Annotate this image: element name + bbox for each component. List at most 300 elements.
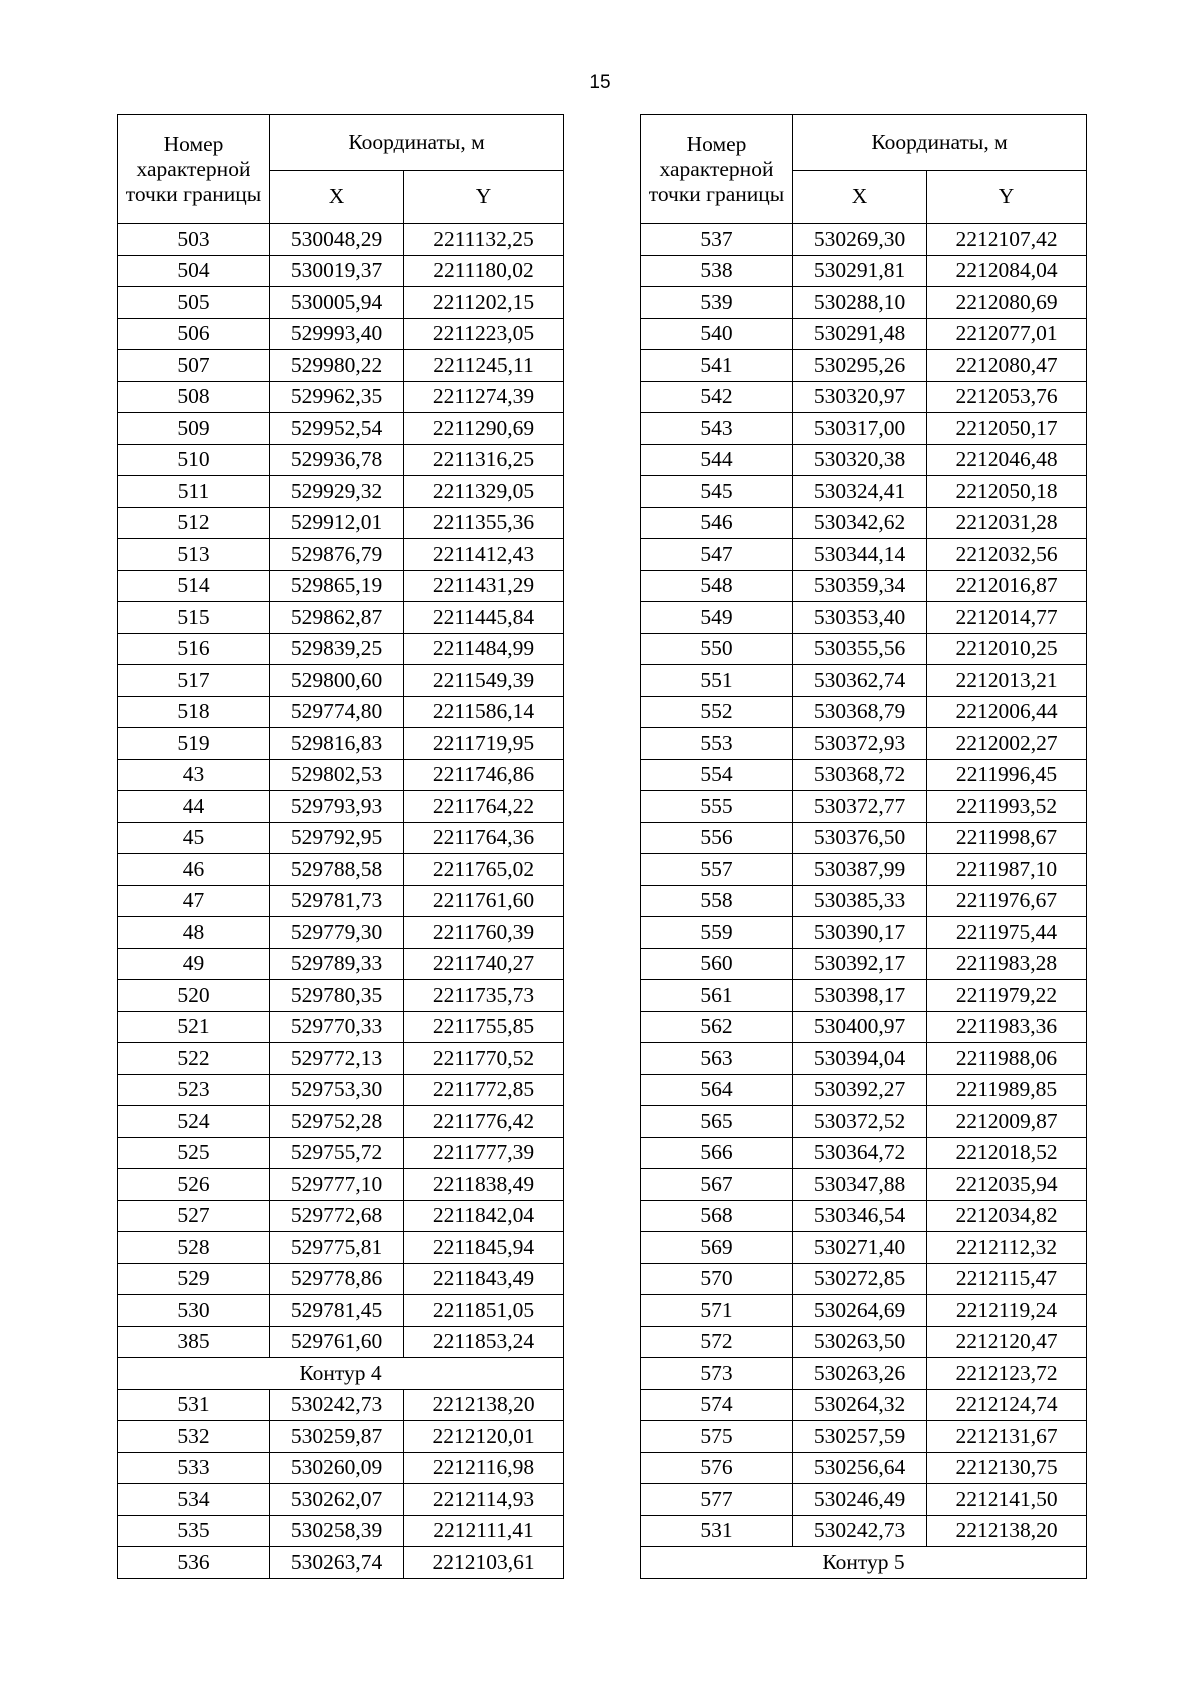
table-row <box>641 1515 1087 1547</box>
point-number-cell: 507 <box>118 350 270 382</box>
table-row <box>641 507 1087 539</box>
point-number-cell: 547 <box>641 539 793 571</box>
y-coordinate-cell: 2211976,67 <box>927 885 1087 917</box>
point-number-cell: 523 <box>118 1074 270 1106</box>
point-number-cell: 530 <box>118 1295 270 1327</box>
table-row <box>641 696 1087 728</box>
x-coordinate-cell: 529781,45 <box>270 1295 404 1327</box>
point-number-cell: 546 <box>641 507 793 539</box>
table-row <box>641 1232 1087 1264</box>
point-number-cell: 543 <box>641 413 793 445</box>
point-number-cell: 563 <box>641 1043 793 1075</box>
point-number-cell: 572 <box>641 1326 793 1358</box>
point-number-cell: 558 <box>641 885 793 917</box>
point-number-cell: 514 <box>118 570 270 602</box>
point-number-cell: 528 <box>118 1232 270 1264</box>
x-coordinate-cell: 530400,97 <box>793 1011 927 1043</box>
y-coordinate-cell: 2212035,94 <box>927 1169 1087 1201</box>
table-row <box>641 539 1087 571</box>
point-number-cell: 529 <box>118 1263 270 1295</box>
point-number-cell: 551 <box>641 665 793 697</box>
table-row <box>118 759 564 791</box>
y-coordinate-cell: 2212119,24 <box>927 1295 1087 1327</box>
table-row <box>118 791 564 823</box>
y-coordinate-cell: 2211770,52 <box>404 1043 564 1075</box>
y-coordinate-cell: 2212112,32 <box>927 1232 1087 1264</box>
point-number-cell: 542 <box>641 381 793 413</box>
y-coordinate-cell: 2212103,61 <box>404 1547 564 1579</box>
header-coordinates: Координаты, м <box>793 115 1087 171</box>
y-coordinate-cell: 2212006,44 <box>927 696 1087 728</box>
point-number-cell: 553 <box>641 728 793 760</box>
y-coordinate-cell: 2211761,60 <box>404 885 564 917</box>
table-row <box>641 822 1087 854</box>
y-coordinate-cell: 2212138,20 <box>404 1389 564 1421</box>
table-row <box>118 1200 564 1232</box>
y-coordinate-cell: 2212123,72 <box>927 1358 1087 1390</box>
x-coordinate-cell: 530368,72 <box>793 759 927 791</box>
x-coordinate-cell: 529912,01 <box>270 507 404 539</box>
x-coordinate-cell: 530263,74 <box>270 1547 404 1579</box>
x-coordinate-cell: 529862,87 <box>270 602 404 634</box>
x-coordinate-cell: 530359,34 <box>793 570 927 602</box>
table-row <box>641 728 1087 760</box>
point-number-cell: 516 <box>118 633 270 665</box>
x-coordinate-cell: 529752,28 <box>270 1106 404 1138</box>
y-coordinate-cell: 2211764,22 <box>404 791 564 823</box>
x-coordinate-cell: 530048,29 <box>270 224 404 256</box>
table-row <box>641 570 1087 602</box>
point-number-cell: 531 <box>641 1515 793 1547</box>
point-number-cell: 565 <box>641 1106 793 1138</box>
table-row <box>118 1452 564 1484</box>
table-row <box>641 1421 1087 1453</box>
point-number-cell: 549 <box>641 602 793 634</box>
y-coordinate-cell: 2211983,36 <box>927 1011 1087 1043</box>
y-coordinate-cell: 2212046,48 <box>927 444 1087 476</box>
table-row <box>118 728 564 760</box>
header-point-number: Номер характерной точки границы <box>641 115 793 224</box>
table-row <box>118 1043 564 1075</box>
x-coordinate-cell: 530272,85 <box>793 1263 927 1295</box>
y-coordinate-cell: 2211998,67 <box>927 822 1087 854</box>
table-row <box>641 980 1087 1012</box>
table-row <box>641 413 1087 445</box>
y-coordinate-cell: 2212120,47 <box>927 1326 1087 1358</box>
point-number-cell: 552 <box>641 696 793 728</box>
y-coordinate-cell: 2212124,74 <box>927 1389 1087 1421</box>
point-number-cell: 519 <box>118 728 270 760</box>
table-row <box>641 1326 1087 1358</box>
y-coordinate-cell: 2212034,82 <box>927 1200 1087 1232</box>
table-row <box>641 791 1087 823</box>
y-coordinate-cell: 2211412,43 <box>404 539 564 571</box>
y-coordinate-cell: 2211983,28 <box>927 948 1087 980</box>
x-coordinate-cell: 529772,68 <box>270 1200 404 1232</box>
header-coordinates: Координаты, м <box>270 115 564 171</box>
y-coordinate-cell: 2211764,36 <box>404 822 564 854</box>
y-coordinate-cell: 2211987,10 <box>927 854 1087 886</box>
table-row <box>641 917 1087 949</box>
table-row <box>118 1421 564 1453</box>
header-x: X <box>793 171 927 224</box>
x-coordinate-cell: 529770,33 <box>270 1011 404 1043</box>
table-row <box>641 759 1087 791</box>
point-number-cell: 43 <box>118 759 270 791</box>
y-coordinate-cell: 2212032,56 <box>927 539 1087 571</box>
table-row <box>641 1074 1087 1106</box>
x-coordinate-cell: 530368,79 <box>793 696 927 728</box>
y-coordinate-cell: 2211329,05 <box>404 476 564 508</box>
y-coordinate-cell: 2211290,69 <box>404 413 564 445</box>
point-number-cell: 554 <box>641 759 793 791</box>
point-number-cell: 512 <box>118 507 270 539</box>
y-coordinate-cell: 2211979,22 <box>927 980 1087 1012</box>
x-coordinate-cell: 530324,41 <box>793 476 927 508</box>
table-row <box>118 1547 564 1579</box>
y-coordinate-cell: 2211132,25 <box>404 224 564 256</box>
table-row <box>118 885 564 917</box>
point-number-cell: 533 <box>118 1452 270 1484</box>
x-coordinate-cell: 529781,73 <box>270 885 404 917</box>
table-row <box>641 255 1087 287</box>
point-number-cell: 557 <box>641 854 793 886</box>
table-row <box>641 224 1087 256</box>
header-y: Y <box>404 171 564 224</box>
table-row <box>641 948 1087 980</box>
y-coordinate-cell: 2212016,87 <box>927 570 1087 602</box>
point-number-cell: 524 <box>118 1106 270 1138</box>
x-coordinate-cell: 530005,94 <box>270 287 404 319</box>
x-coordinate-cell: 529800,60 <box>270 665 404 697</box>
point-number-cell: 521 <box>118 1011 270 1043</box>
x-coordinate-cell: 530385,33 <box>793 885 927 917</box>
y-coordinate-cell: 2211355,36 <box>404 507 564 539</box>
point-number-cell: 532 <box>118 1421 270 1453</box>
point-number-cell: 44 <box>118 791 270 823</box>
y-coordinate-cell: 2211845,94 <box>404 1232 564 1264</box>
x-coordinate-cell: 530344,14 <box>793 539 927 571</box>
y-coordinate-cell: 2211586,14 <box>404 696 564 728</box>
table-row <box>118 1137 564 1169</box>
table-row <box>641 1389 1087 1421</box>
y-coordinate-cell: 2212131,67 <box>927 1421 1087 1453</box>
x-coordinate-cell: 530258,39 <box>270 1515 404 1547</box>
x-coordinate-cell: 529962,35 <box>270 381 404 413</box>
y-coordinate-cell: 2211989,85 <box>927 1074 1087 1106</box>
table-row <box>641 1263 1087 1295</box>
table-row <box>118 917 564 949</box>
table-row <box>641 602 1087 634</box>
point-number-cell: 526 <box>118 1169 270 1201</box>
y-coordinate-cell: 2211776,42 <box>404 1106 564 1138</box>
x-coordinate-cell: 529876,79 <box>270 539 404 571</box>
y-coordinate-cell: 2211760,39 <box>404 917 564 949</box>
y-coordinate-cell: 2212050,17 <box>927 413 1087 445</box>
point-number-cell: 556 <box>641 822 793 854</box>
table-row <box>118 507 564 539</box>
y-coordinate-cell: 2211777,39 <box>404 1137 564 1169</box>
x-coordinate-cell: 529761,60 <box>270 1326 404 1358</box>
table-row <box>118 318 564 350</box>
table-row <box>118 1011 564 1043</box>
x-coordinate-cell: 530271,40 <box>793 1232 927 1264</box>
table-row <box>641 1452 1087 1484</box>
point-number-cell: 544 <box>641 444 793 476</box>
x-coordinate-cell: 530362,74 <box>793 665 927 697</box>
point-number-cell: 508 <box>118 381 270 413</box>
point-number-cell: 527 <box>118 1200 270 1232</box>
point-number-cell: 571 <box>641 1295 793 1327</box>
table-row <box>118 1074 564 1106</box>
y-coordinate-cell: 2212130,75 <box>927 1452 1087 1484</box>
x-coordinate-cell: 530019,37 <box>270 255 404 287</box>
point-number-cell: 576 <box>641 1452 793 1484</box>
x-coordinate-cell: 530262,07 <box>270 1484 404 1516</box>
y-coordinate-cell: 2211484,99 <box>404 633 564 665</box>
y-coordinate-cell: 2211975,44 <box>927 917 1087 949</box>
y-coordinate-cell: 2211719,95 <box>404 728 564 760</box>
x-coordinate-cell: 530288,10 <box>793 287 927 319</box>
x-coordinate-cell: 530291,48 <box>793 318 927 350</box>
point-number-cell: 46 <box>118 854 270 886</box>
point-number-cell: 559 <box>641 917 793 949</box>
y-coordinate-cell: 2212050,18 <box>927 476 1087 508</box>
x-coordinate-cell: 530342,62 <box>793 507 927 539</box>
y-coordinate-cell: 2211755,85 <box>404 1011 564 1043</box>
point-number-cell: 577 <box>641 1484 793 1516</box>
y-coordinate-cell: 2211431,29 <box>404 570 564 602</box>
x-coordinate-cell: 530260,09 <box>270 1452 404 1484</box>
y-coordinate-cell: 2211765,02 <box>404 854 564 886</box>
point-number-cell: 562 <box>641 1011 793 1043</box>
point-number-cell: 518 <box>118 696 270 728</box>
y-coordinate-cell: 2211842,04 <box>404 1200 564 1232</box>
x-coordinate-cell: 530353,40 <box>793 602 927 634</box>
point-number-cell: 513 <box>118 539 270 571</box>
x-coordinate-cell: 529929,32 <box>270 476 404 508</box>
x-coordinate-cell: 530263,50 <box>793 1326 927 1358</box>
table-row <box>118 1326 564 1358</box>
x-coordinate-cell: 529789,33 <box>270 948 404 980</box>
x-coordinate-cell: 529839,25 <box>270 633 404 665</box>
x-coordinate-cell: 530256,64 <box>793 1452 927 1484</box>
point-number-cell: 45 <box>118 822 270 854</box>
coordinates-table-right <box>640 114 1087 1579</box>
table-row <box>641 1358 1087 1390</box>
y-coordinate-cell: 2211838,49 <box>404 1169 564 1201</box>
x-coordinate-cell: 530398,17 <box>793 980 927 1012</box>
y-coordinate-cell: 2211746,86 <box>404 759 564 791</box>
y-coordinate-cell: 2212002,27 <box>927 728 1087 760</box>
point-number-cell: 564 <box>641 1074 793 1106</box>
y-coordinate-cell: 2211316,25 <box>404 444 564 476</box>
table-row <box>118 444 564 476</box>
point-number-cell: 545 <box>641 476 793 508</box>
table-row <box>118 854 564 886</box>
table-row <box>641 444 1087 476</box>
table-row <box>118 633 564 665</box>
table-row <box>641 381 1087 413</box>
point-number-cell: 47 <box>118 885 270 917</box>
x-coordinate-cell: 530376,50 <box>793 822 927 854</box>
point-number-cell: 511 <box>118 476 270 508</box>
point-number-cell: 536 <box>118 1547 270 1579</box>
table-row <box>118 665 564 697</box>
y-coordinate-cell: 2212018,52 <box>927 1137 1087 1169</box>
table-row <box>641 1200 1087 1232</box>
table-body <box>118 224 564 1579</box>
point-number-cell: 541 <box>641 350 793 382</box>
section-label: Контур 4 <box>118 1358 564 1390</box>
section-row <box>118 1358 564 1390</box>
x-coordinate-cell: 530392,27 <box>793 1074 927 1106</box>
x-coordinate-cell: 529780,35 <box>270 980 404 1012</box>
header-point-number: Номер характерной точки границы <box>118 115 270 224</box>
y-coordinate-cell: 2211180,02 <box>404 255 564 287</box>
x-coordinate-cell: 529788,58 <box>270 854 404 886</box>
x-coordinate-cell: 530269,30 <box>793 224 927 256</box>
y-coordinate-cell: 2212116,98 <box>404 1452 564 1484</box>
point-number-cell: 538 <box>641 255 793 287</box>
y-coordinate-cell: 2211223,05 <box>404 318 564 350</box>
x-coordinate-cell: 530387,99 <box>793 854 927 886</box>
x-coordinate-cell: 530291,81 <box>793 255 927 287</box>
x-coordinate-cell: 529816,83 <box>270 728 404 760</box>
table-row <box>118 1106 564 1138</box>
y-coordinate-cell: 2212010,25 <box>927 633 1087 665</box>
y-coordinate-cell: 2212053,76 <box>927 381 1087 413</box>
table-row <box>641 350 1087 382</box>
y-coordinate-cell: 2211843,49 <box>404 1263 564 1295</box>
x-coordinate-cell: 530295,26 <box>793 350 927 382</box>
y-coordinate-cell: 2212014,77 <box>927 602 1087 634</box>
y-coordinate-cell: 2211445,84 <box>404 602 564 634</box>
y-coordinate-cell: 2212077,01 <box>927 318 1087 350</box>
table-row <box>118 822 564 854</box>
x-coordinate-cell: 529793,93 <box>270 791 404 823</box>
point-number-cell: 560 <box>641 948 793 980</box>
y-coordinate-cell: 2211549,39 <box>404 665 564 697</box>
x-coordinate-cell: 529775,81 <box>270 1232 404 1264</box>
table-row <box>118 350 564 382</box>
y-coordinate-cell: 2211245,11 <box>404 350 564 382</box>
point-number-cell: 385 <box>118 1326 270 1358</box>
y-coordinate-cell: 2211735,73 <box>404 980 564 1012</box>
x-coordinate-cell: 530320,97 <box>793 381 927 413</box>
table-row <box>118 696 564 728</box>
point-number-cell: 569 <box>641 1232 793 1264</box>
table-row <box>118 539 564 571</box>
header-x: X <box>270 171 404 224</box>
x-coordinate-cell: 529792,95 <box>270 822 404 854</box>
y-coordinate-cell: 2212084,04 <box>927 255 1087 287</box>
x-coordinate-cell: 529777,10 <box>270 1169 404 1201</box>
x-coordinate-cell: 530372,93 <box>793 728 927 760</box>
table-row <box>641 1137 1087 1169</box>
point-number-cell: 531 <box>118 1389 270 1421</box>
table-row <box>118 287 564 319</box>
point-number-cell: 517 <box>118 665 270 697</box>
table-row <box>641 854 1087 886</box>
point-number-cell: 573 <box>641 1358 793 1390</box>
y-coordinate-cell: 2212009,87 <box>927 1106 1087 1138</box>
point-number-cell: 550 <box>641 633 793 665</box>
x-coordinate-cell: 529755,72 <box>270 1137 404 1169</box>
y-coordinate-cell: 2211740,27 <box>404 948 564 980</box>
y-coordinate-cell: 2211274,39 <box>404 381 564 413</box>
section-row <box>641 1547 1087 1579</box>
table-row <box>641 287 1087 319</box>
y-coordinate-cell: 2211993,52 <box>927 791 1087 823</box>
x-coordinate-cell: 530346,54 <box>793 1200 927 1232</box>
x-coordinate-cell: 530320,38 <box>793 444 927 476</box>
y-coordinate-cell: 2212080,69 <box>927 287 1087 319</box>
table-row <box>118 476 564 508</box>
y-coordinate-cell: 2211851,05 <box>404 1295 564 1327</box>
table-row <box>641 1106 1087 1138</box>
table-row <box>641 1043 1087 1075</box>
x-coordinate-cell: 530392,17 <box>793 948 927 980</box>
x-coordinate-cell: 530390,17 <box>793 917 927 949</box>
table-row <box>118 1169 564 1201</box>
table-row <box>118 413 564 445</box>
x-coordinate-cell: 529779,30 <box>270 917 404 949</box>
header-y: Y <box>927 171 1087 224</box>
x-coordinate-cell: 529936,78 <box>270 444 404 476</box>
x-coordinate-cell: 529774,80 <box>270 696 404 728</box>
table-row <box>118 381 564 413</box>
point-number-cell: 525 <box>118 1137 270 1169</box>
point-number-cell: 48 <box>118 917 270 949</box>
y-coordinate-cell: 2211853,24 <box>404 1326 564 1358</box>
point-number-cell: 49 <box>118 948 270 980</box>
x-coordinate-cell: 530242,73 <box>793 1515 927 1547</box>
y-coordinate-cell: 2211772,85 <box>404 1074 564 1106</box>
point-number-cell: 561 <box>641 980 793 1012</box>
table-row <box>641 1011 1087 1043</box>
x-coordinate-cell: 530317,00 <box>793 413 927 445</box>
point-number-cell: 515 <box>118 602 270 634</box>
y-coordinate-cell: 2212031,28 <box>927 507 1087 539</box>
section-label: Контур 5 <box>641 1547 1087 1579</box>
x-coordinate-cell: 529802,53 <box>270 759 404 791</box>
table-row <box>641 1169 1087 1201</box>
y-coordinate-cell: 2212141,50 <box>927 1484 1087 1516</box>
x-coordinate-cell: 529980,22 <box>270 350 404 382</box>
point-number-cell: 575 <box>641 1421 793 1453</box>
x-coordinate-cell: 530259,87 <box>270 1421 404 1453</box>
x-coordinate-cell: 530394,04 <box>793 1043 927 1075</box>
x-coordinate-cell: 530264,32 <box>793 1389 927 1421</box>
y-coordinate-cell: 2212114,93 <box>404 1484 564 1516</box>
y-coordinate-cell: 2211988,06 <box>927 1043 1087 1075</box>
point-number-cell: 535 <box>118 1515 270 1547</box>
table-body <box>641 224 1087 1579</box>
table-row <box>118 255 564 287</box>
page-number: 15 <box>589 72 611 93</box>
x-coordinate-cell: 530257,59 <box>793 1421 927 1453</box>
x-coordinate-cell: 529778,86 <box>270 1263 404 1295</box>
y-coordinate-cell: 2211996,45 <box>927 759 1087 791</box>
table-row <box>641 665 1087 697</box>
point-number-cell: 539 <box>641 287 793 319</box>
table-row <box>641 1484 1087 1516</box>
point-number-cell: 506 <box>118 318 270 350</box>
y-coordinate-cell: 2212111,41 <box>404 1515 564 1547</box>
table-row <box>118 602 564 634</box>
point-number-cell: 504 <box>118 255 270 287</box>
